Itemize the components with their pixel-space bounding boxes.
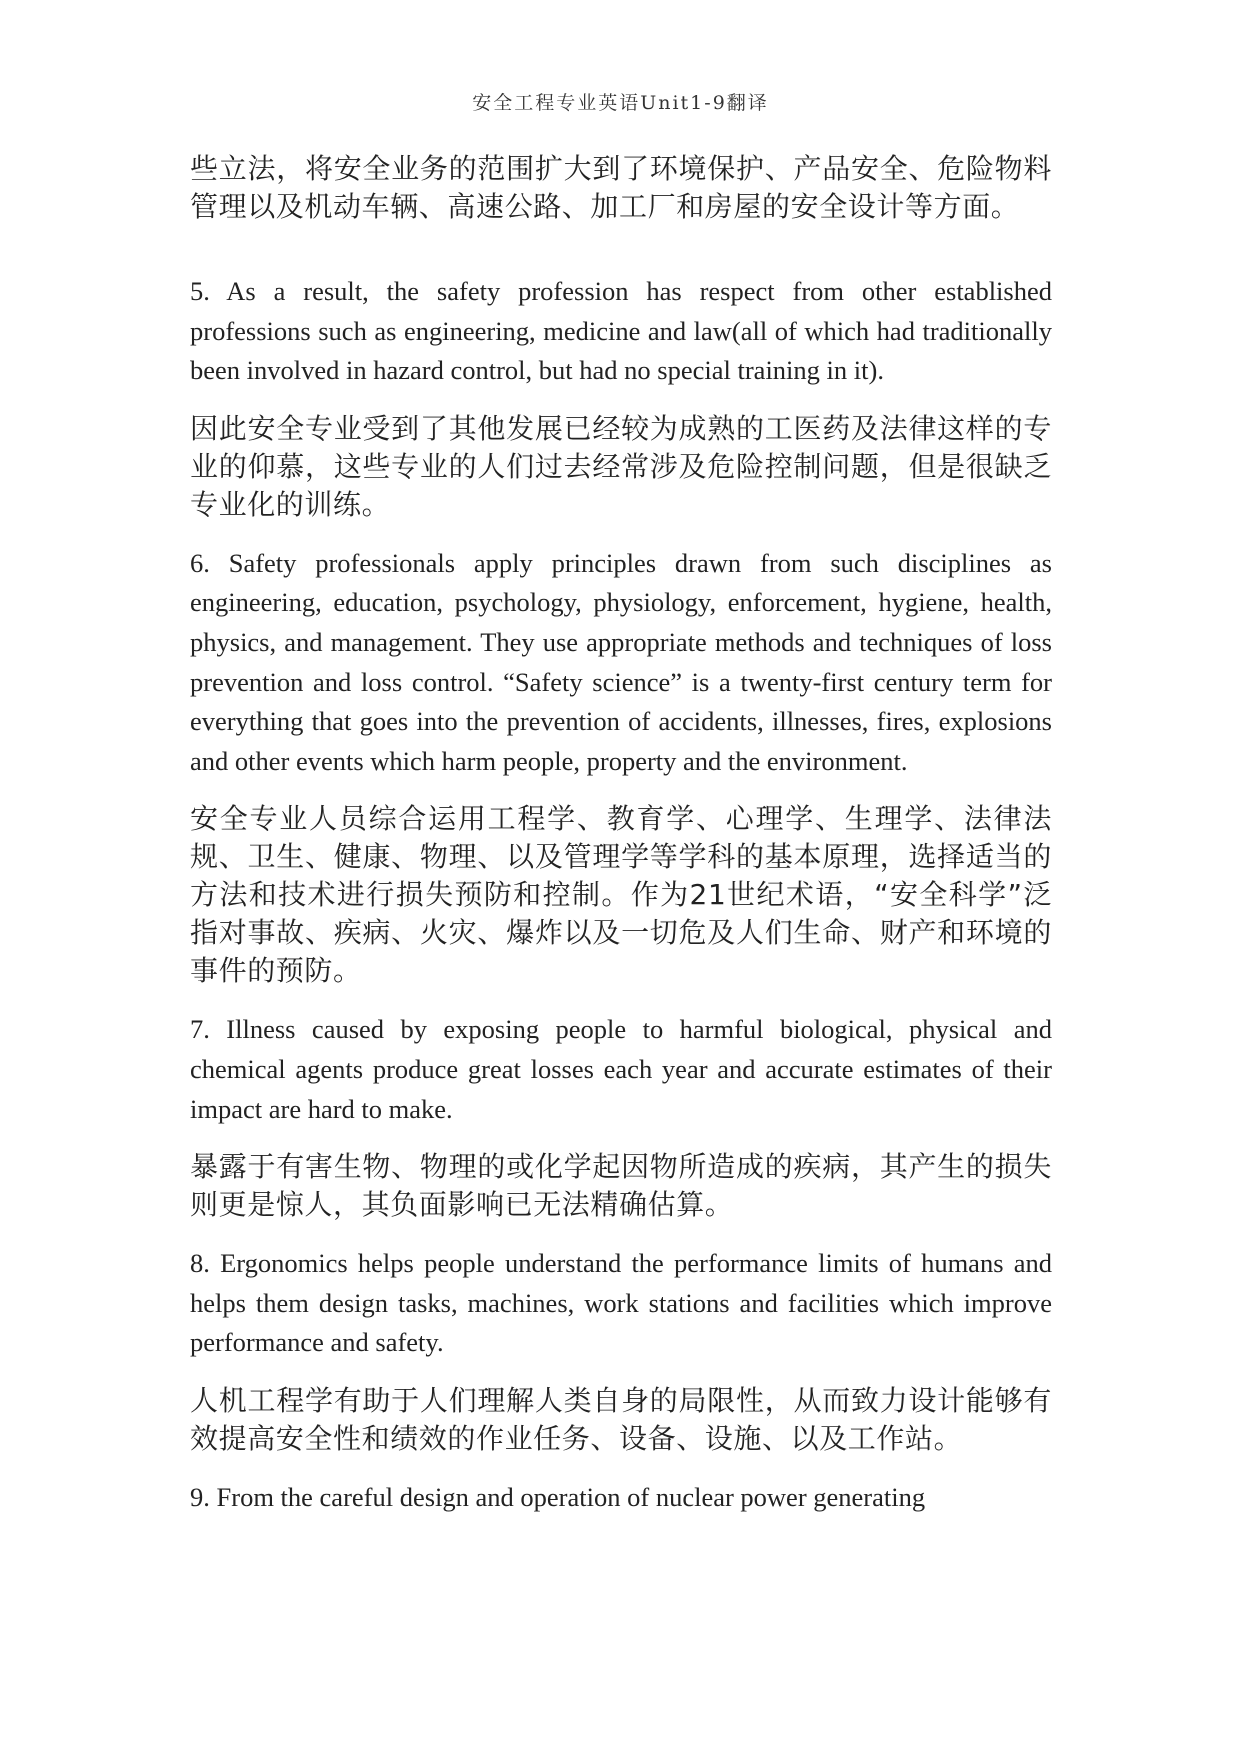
paragraph-zh-8: 人机工程学有助于人们理解人类自身的局限性，从而致力设计能够有效提高安全性和绩效的作业任务、设备、设施、以及工作站。 bbox=[190, 1383, 1052, 1455]
document-body bbox=[190, 150, 1052, 1537]
paragraph-en-9: 9. From the careful design and operation of nuclear power generating bbox=[190, 1481, 926, 1512]
paragraph-en-8: 8. Ergonomics helps people understand the performance limits of humans and helps them design tasks, machines, work stations and facilities which improve performance and safety. bbox=[190, 1248, 1052, 1358]
page-header: 安全工程专业英语Unit1-9翻译 bbox=[472, 92, 769, 114]
paragraph-en-5: 5. As a result, the safety profession has respect from other established professions such as engineering, medicine and law(all of which had traditionally been involved in hazard control, but had no special training in it). bbox=[190, 276, 1052, 386]
paragraph-zh-5: 因此安全专业受到了其他发展已经较为成熟的工医药及法律这样的专业的仰慕，这些专业的人们过去经常涉及危险控制问题，但是很缺乏专业化的训练。 bbox=[190, 411, 1052, 521]
paragraph-gap bbox=[190, 246, 1052, 272]
paragraph-en-6: 6. Safety professionals apply principles drawn from such disciplines as engineering, education, psychology, physiology, enforcement, hygiene, health, physics, and management. They use appropriate methods and techniques of loss prevention and loss control. “Safety science” is a twenty-first century term for everything that goes into the prevention of accidents, illnesses, fires, explosions and other events which harm people, property and the environment. bbox=[190, 547, 1052, 776]
paragraph-zh-legislation: 些立法，将安全业务的范围扩大到了环境保护、产品安全、危险物料管理以及机动车辆、高速公路、加工厂和房屋的安全设计等方面。 bbox=[190, 152, 1052, 223]
paragraph-en-7: 7. Illness caused by exposing people to harmful biological, physical and chemical agents produce great losses each year and accurate estimates of their impact are hard to make. bbox=[190, 1014, 1052, 1124]
paragraph-zh-7: 暴露于有害生物、物理的或化学起因物所造成的疾病，其产生的损失则更是惊人，其负面影响已无法精确估算。 bbox=[190, 1150, 1052, 1222]
paragraph-zh-6: 安全专业人员综合运用工程学、教育学、心理学、生理学、法律法规、卫生、健康、物理、以及管理学等学科的基本原理，选择适当的方法和技术进行损失预防和控制。作为21世纪术语，“安全科学”泛指对事故、疾病、火灾、爆炸以及一切危及人们生命、财产和环境的事件的预防。 bbox=[190, 802, 1052, 988]
